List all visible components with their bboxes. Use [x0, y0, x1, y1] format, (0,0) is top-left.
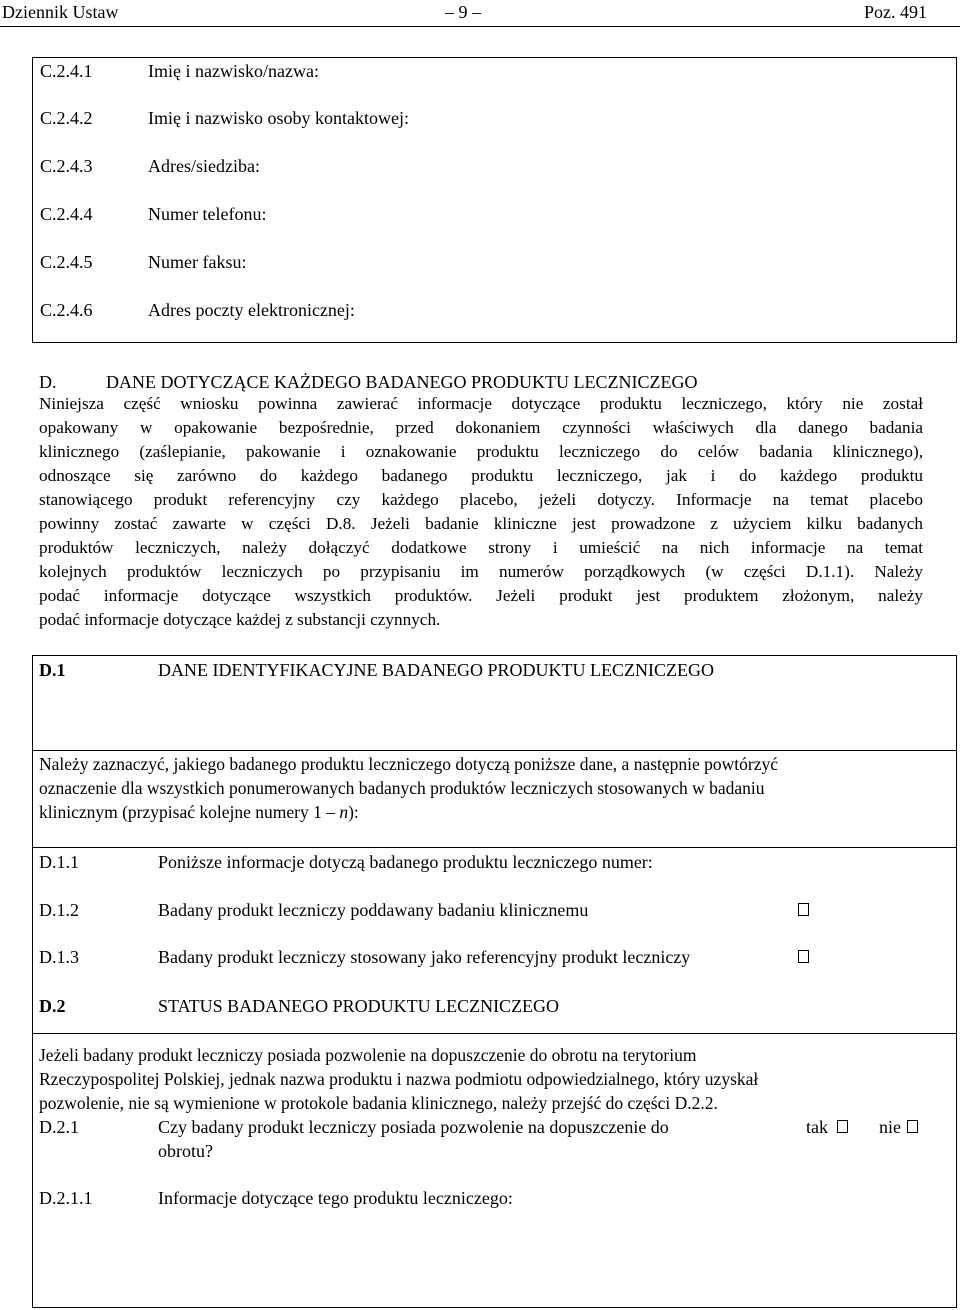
- c-row-label: Imię i nazwisko osoby kontaktowej:: [148, 108, 409, 128]
- d2-q2-label: Informacje dotyczące tego produktu leczniczego:: [158, 1188, 513, 1208]
- note-italic-n: n: [339, 802, 349, 822]
- d2-q1-label-line2: obrotu?: [158, 1141, 213, 1161]
- note-line: pozwolenie, nie są wymienione w protokole badania klinicznego, należy przejść do części D.2.2.: [39, 1093, 718, 1113]
- paragraph-line: Niniejsza część wniosku powinna zawierać informacje dotyczące produktu leczniczego, który nie został: [39, 394, 923, 413]
- no-label: nie: [879, 1117, 901, 1137]
- c-row-code: C.2.4.1: [40, 61, 93, 81]
- d1-row-label: Badany produkt leczniczy stosowany jako referencyjny produkt leczniczy: [158, 947, 691, 967]
- c-row-label: Numer faksu:: [148, 252, 247, 272]
- d2-q1-code: D.2.1: [39, 1117, 79, 1137]
- checkbox-reference-product[interactable]: [798, 950, 809, 963]
- header-rule: [0, 26, 960, 27]
- note-line-text: klinicznym (przypisać kolejne numery 1 –: [39, 802, 340, 822]
- c-row-label: Imię i nazwisko/nazwa:: [148, 61, 319, 81]
- paragraph-line: stanowiącego produkt referencyjny czy każdego placebo, jeżeli dotyczy. Informacje na temat placebo: [39, 490, 923, 509]
- yes-label: tak: [806, 1117, 828, 1137]
- d2-q2-code: D.2.1.1: [39, 1188, 93, 1208]
- d1-row-code: D.1.2: [39, 900, 79, 920]
- position-number: Poz. 491: [864, 2, 927, 22]
- section-d2-note: [39, 1043, 939, 1115]
- note-line: Należy zaznaczyć, jakiego badanego produktu leczniczego dotyczą poniższe dane, a następnie powtórzyć: [39, 754, 779, 774]
- note-line-end: ):: [348, 802, 359, 822]
- paragraph-line: podać informacje dotyczące wszystkich produktów. Jeżeli produkt jest produktem złożonym, należy: [39, 586, 923, 605]
- c-row-label: Adres/siedziba:: [148, 156, 260, 176]
- section-d2-title: STATUS BADANEGO PRODUKTU LECZNICZEGO: [158, 996, 560, 1016]
- section-d1-title: DANE IDENTYFIKACYJNE BADANEGO PRODUKTU LECZNICZEGO: [158, 660, 714, 680]
- d2-q1-label-line1: Czy badany produkt leczniczy posiada pozwolenie na dopuszczenie do: [158, 1117, 669, 1137]
- note-line: oznaczenie dla wszystkich ponumerowanych badanych produktów leczniczych stosowanych w badaniu: [39, 778, 765, 798]
- c-row-label: Numer telefonu:: [148, 204, 267, 224]
- c-row-code: C.2.4.5: [40, 252, 93, 272]
- paragraph-line: klinicznego (zaślepianie, pakowanie i oznakowanie produktu leczniczego do celów badania klinicznego),: [39, 442, 923, 461]
- checkbox-no[interactable]: [907, 1120, 918, 1133]
- d1-row-code: D.1.3: [39, 947, 79, 967]
- d1-row-code: D.1.1: [39, 852, 79, 872]
- d1-row-label: Poniższe informacje dotyczą badanego produktu leczniczego numer:: [158, 852, 653, 872]
- checkbox-investigational-product[interactable]: [798, 903, 809, 916]
- section-d-title: DANE DOTYCZĄCE KAŻDEGO BADANEGO PRODUKTU LECZNICZEGO: [106, 372, 698, 392]
- section-d1-note: [39, 752, 939, 824]
- journal-title: Dziennik Ustaw: [2, 2, 119, 22]
- note-line: Rzeczypospolitej Polskiej, jednak nazwa produktu i nazwa podmiotu odpowiedzialnego, który uzyskał: [39, 1069, 759, 1089]
- paragraph-line: kolejnych produktów leczniczych po przypisaniu im numerów porządkowych (w części D.1.1). Należy: [39, 562, 923, 581]
- paragraph-line: opakowany w opakowanie bezpośrednie, przed dokonaniem czynności właściwych dla danego badania: [39, 418, 923, 437]
- page-number: – 9 –: [445, 2, 481, 22]
- c-row-code: C.2.4.4: [40, 204, 93, 224]
- note-line: Jeżeli badany produkt leczniczy posiada pozwolenie na dopuszczenie do obrotu na terytorium: [39, 1045, 697, 1065]
- c-row-label: Adres poczty elektronicznej:: [148, 300, 355, 320]
- c-row-code: C.2.4.2: [40, 108, 93, 128]
- paragraph-line: produktów leczniczych, należy dołączyć dodatkowe strony i umieścić na nich informacje na temat: [39, 538, 923, 557]
- section-d1-code: D.1: [39, 660, 66, 680]
- section-d-code: D.: [39, 372, 57, 392]
- paragraph-line: podać informacje dotyczące każdej z substancji czynnych.: [39, 610, 441, 629]
- section-d2-code: D.2: [39, 996, 66, 1016]
- paragraph-line: odnoszące się zarówno do każdego badanego produktu leczniczego, jak i do każdego produktu: [39, 466, 923, 485]
- d1-row-label: Badany produkt leczniczy poddawany badaniu klinicznemu: [158, 900, 589, 920]
- c-row-code: C.2.4.3: [40, 156, 93, 176]
- note-line: [39, 800, 939, 824]
- paragraph-line: powinny zostać zawarte w części D.8. Jeżeli badanie kliniczne jest prowadzone z użyciem kilku badanych: [39, 514, 923, 533]
- c-row-code: C.2.4.6: [40, 300, 93, 320]
- section-d-paragraph: [39, 392, 923, 632]
- checkbox-yes[interactable]: [837, 1120, 848, 1133]
